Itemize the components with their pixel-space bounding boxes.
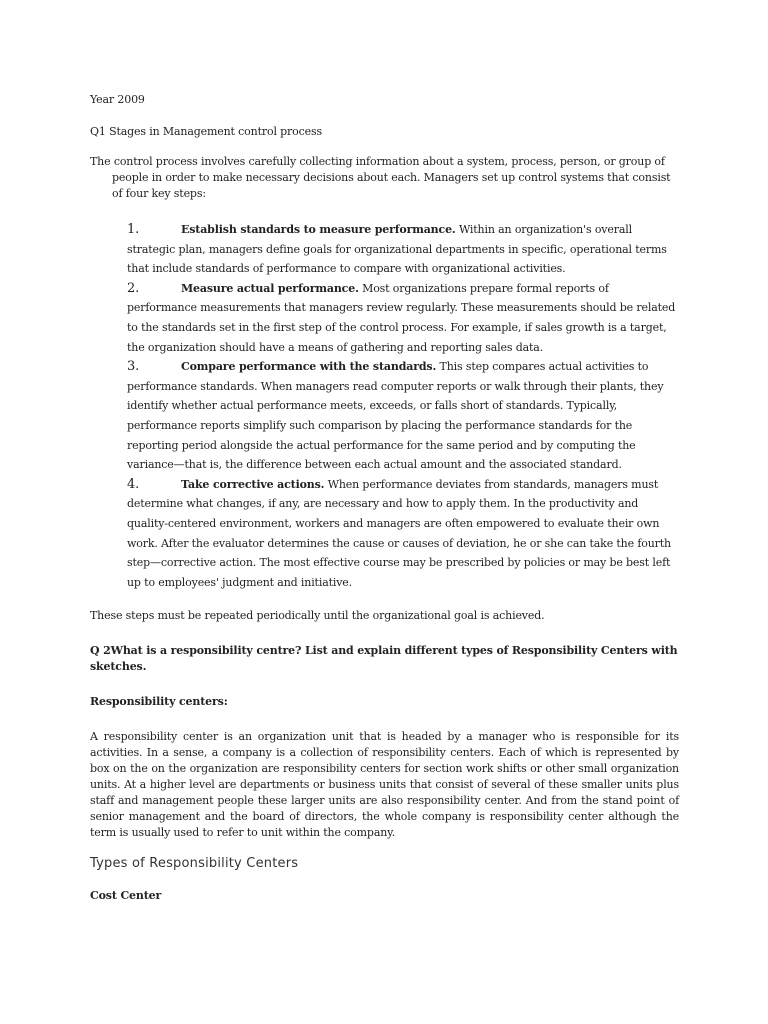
responsibility-centers-heading: Responsibility centers: [90,695,228,709]
step-item [127,357,679,475]
step-title: Compare performance with the standards. [181,360,437,374]
step-title: Measure actual performance. [181,281,359,295]
step-number: 3. [127,359,140,375]
year-line: Year 2009 [90,93,145,106]
responsibility-centers-paragraph: A responsibility center is an organization unit that is headed by a manager who is responsible for its activities. In a sense, a company is a collection of responsibility centers. Each of which is represented by box on the on the organization are responsibility centers for section work shifts or other small organization units. At a higher level are departments or business units that consist of several of these smaller units plus staff and management people these larger units are also responsibility center. And from the stand point of senior management and the board of directors, the whole company is responsibility center although the term is usually used to refer to unit within the company. [90,730,679,840]
step-number: 1. [127,222,140,237]
q2-title: Q 2What is a responsibility centre? List and explain different types of Responsibility Centers with sketches. [90,644,678,674]
step-item [127,220,679,279]
step-item [127,475,679,593]
step-item [127,279,679,357]
document-page [90,92,679,904]
step-text: Most organizations prepare formal reports of performance measurements that managers review regularly. These measurements should be related to the standards set in the first step of the control process. For example, if sales growth is a target, the organization should have a means of gathering and reporting sales data. [127,281,676,354]
step-text: This step compares actual activities to performance standards. When managers read computer reports or walk through their plants, they identify whether actual performance meets, exceeds, or falls short of standards. Typically, performance reports simplify such comparison by placing the performance standards for the reporting period alongside the actual performance for the same period and by computing the variance—that is, the difference between each actual amount and the associated standard. [127,360,664,472]
step-text: Within an organization's overall strategic plan, managers define goals for organizational departments in specific, operational terms that include standards of performance to compare with organizational activities. [127,223,667,276]
step-title: Take corrective actions. [181,477,325,491]
control-steps-list [90,220,679,592]
step-text: When performance deviates from standards, managers must determine what changes, if any, are necessary and how to apply them. In the productivity and quality-centered environment, workers and managers are often empowered to evaluate their own work. After the evaluator determines the cause or causes of deviation, he or she can take the fourth step—corrective action. The most effective course may be prescribed by policies or may be best left up to employees' judgment and initiative. [127,477,671,589]
types-heading: Types of Responsibility Centers [90,856,299,872]
step-title: Establish standards to measure performance. [181,223,456,236]
intro-paragraph: The control process involves carefully collecting information about a system, process, person, or group of people in order to make necessary decisions about each. Managers set up control systems that consist of four key steps: [90,155,671,200]
cost-center-heading: Cost Center [90,889,162,903]
q1-title: Q1 Stages in Management control process [90,125,322,138]
closing-paragraph: These steps must be repeated periodically until the organizational goal is achieved. [90,609,545,623]
step-number: 2. [127,280,140,296]
step-number: 4. [127,476,140,492]
